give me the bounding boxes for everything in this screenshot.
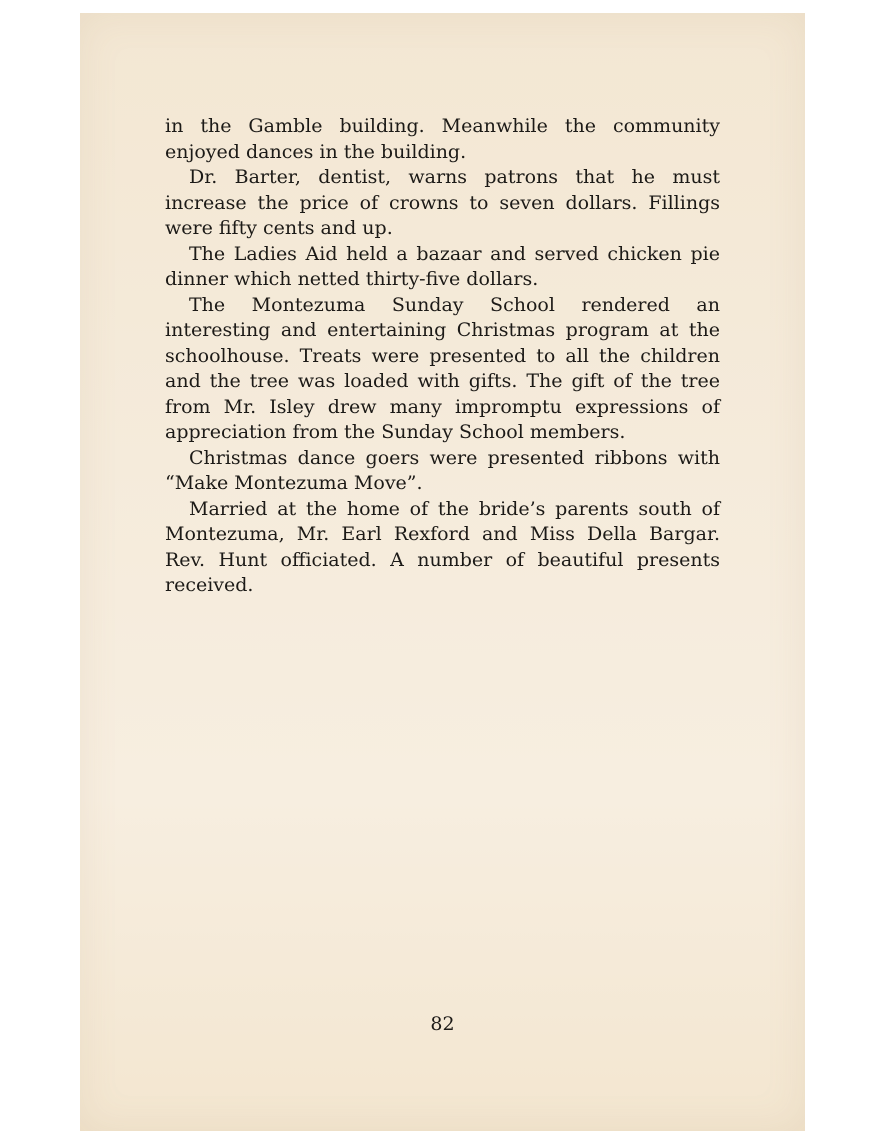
paragraph-christmas-dance: Christmas dance goers were presented ribbons with “Make Montezuma Move”.: [165, 446, 720, 494]
paragraph-ladies-aid: The Ladies Aid held a bazaar and served chicken pie dinner which netted thirty-five dollars.: [165, 242, 720, 290]
paragraph-gamble-building: in the Gamble building. Meanwhile the community enjoyed dances in the building.: [165, 115, 720, 163]
page-number: 82: [430, 1013, 455, 1035]
body-text: [165, 114, 720, 599]
paragraph-wedding: Married at the home of the bride’s parents south of Montezuma, Mr. Earl Rexford and Miss Della Bargar. Rev. Hunt officiated. A number of beautiful presents received.: [165, 497, 720, 596]
book-page: [80, 13, 805, 1131]
paragraph-dentist: Dr. Barter, dentist, warns patrons that he must increase the price of crowns to seven dollars. Fillings were fifty cents and up.: [165, 166, 720, 239]
paragraph-sunday-school: The Montezuma Sunday School rendered an interesting and entertaining Christmas program at the schoolhouse. Treats were presented to all the children and the tree was loaded with gifts. The gift of the tree from Mr. Isley drew many impromptu expressions of appreciation from the Sunday School members.: [165, 293, 720, 443]
